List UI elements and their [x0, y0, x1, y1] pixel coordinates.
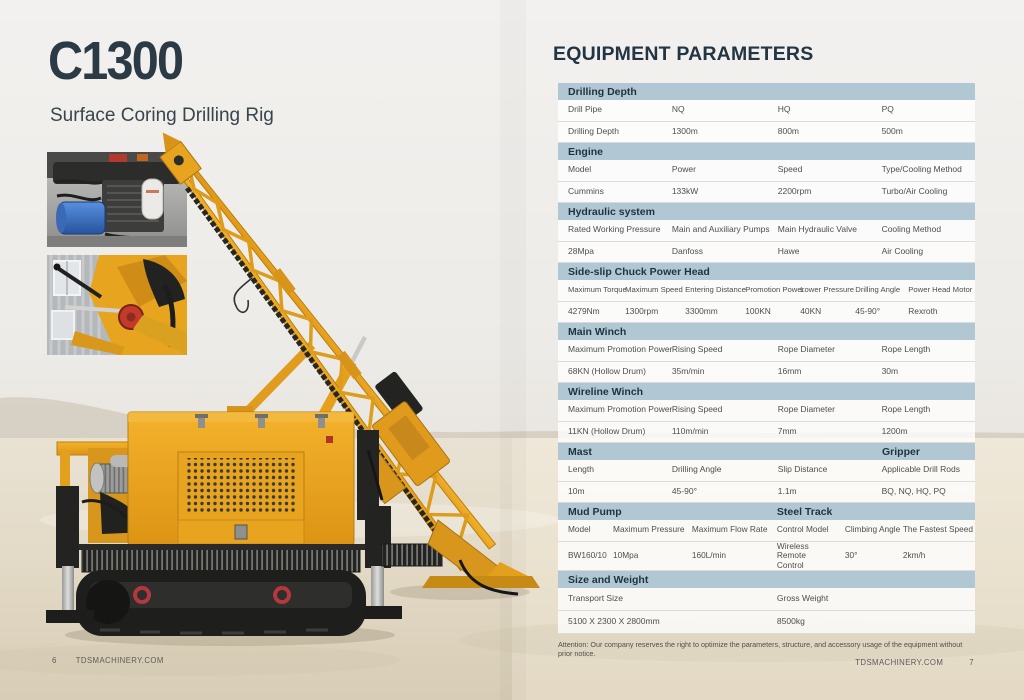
param-header-cell: The Fastest Speed	[902, 524, 973, 535]
param-header-row	[558, 400, 975, 422]
param-value-cell: 133kW	[671, 185, 699, 196]
param-value-cell: 8500kg	[776, 616, 805, 627]
param-value-cell: 1300m	[671, 125, 698, 136]
band-label: Size and Weight	[568, 573, 649, 586]
left-page-footer	[52, 656, 164, 665]
param-header-row	[558, 100, 975, 122]
section-band-side-slip-chuck-power-head	[558, 263, 975, 280]
param-value-cell: BW160/10	[568, 550, 607, 561]
param-value-row	[558, 611, 975, 634]
param-value-row	[558, 242, 975, 264]
param-header-cell: Power	[671, 164, 696, 175]
param-value-row	[558, 302, 975, 324]
rig-illustration	[30, 130, 540, 650]
band-label: Main Winch	[568, 325, 627, 338]
param-value-cell: Air Cooling	[881, 245, 924, 256]
param-header-cell: NQ	[671, 104, 685, 115]
param-value-cell: Hawe	[777, 245, 800, 256]
param-value-cell: 110m/min	[671, 425, 709, 436]
param-header-cell: Rope Diameter	[777, 404, 835, 415]
param-header-cell: Model	[568, 524, 591, 535]
param-value-cell: 30°	[844, 550, 858, 561]
product-subtitle: Surface Coring Drilling Rig	[50, 105, 274, 126]
param-header-cell: Applicable Drill Rods	[881, 464, 960, 475]
param-value-cell: BQ, NQ, HQ, PQ	[881, 485, 946, 496]
param-value-cell: 2km/h	[902, 550, 926, 561]
param-header-cell: Promotion Power	[745, 284, 805, 294]
right-page-footer	[855, 658, 974, 667]
section-band-drilling-depth	[558, 83, 975, 100]
section-band-engine	[558, 143, 975, 160]
param-value-row	[558, 362, 975, 384]
param-value-row	[558, 422, 975, 444]
param-value-row	[558, 482, 975, 504]
website-link: TDSMACHINERY.COM	[855, 658, 944, 667]
param-value-cell: 160L/min	[691, 550, 726, 561]
param-header-cell: Cooling Method	[881, 224, 942, 235]
param-value-cell: 100KN	[745, 305, 771, 316]
website-link: TDSMACHINERY.COM	[75, 656, 164, 665]
param-header-cell: Slip Distance	[777, 464, 828, 475]
param-header-cell: Drill Pipe	[568, 104, 603, 115]
param-value-cell: 11KN (Hollow Drum)	[568, 425, 646, 436]
param-header-cell: Main and Auxiliary Pumps	[671, 224, 770, 235]
band-label: Mast	[568, 445, 592, 458]
param-value-cell: 500m	[881, 125, 903, 136]
equipment-parameters-heading: EQUIPMENT PARAMETERS	[553, 43, 814, 65]
param-header-cell: Maximum Promotion Power	[568, 404, 673, 415]
param-value-cell: Danfoss	[671, 245, 704, 256]
param-value-row	[558, 542, 975, 572]
param-value-cell: 2200rpm	[777, 185, 812, 196]
param-value-cell: 3300mm	[685, 305, 718, 316]
param-value-cell: Wireless Remote Control	[776, 540, 809, 570]
param-header-cell: Maximum Speed	[625, 284, 683, 294]
param-value-cell: 10m	[568, 485, 585, 496]
param-header-cell: Drilling Angle	[855, 284, 901, 294]
param-header-row	[558, 520, 975, 542]
param-value-cell: 1200m	[881, 425, 908, 436]
param-header-cell: Drilling Angle	[671, 464, 722, 475]
param-value-cell: 45-90°	[855, 305, 881, 316]
param-header-cell: Rising Speed	[671, 404, 723, 415]
param-header-row	[558, 340, 975, 362]
param-value-cell: 1.1m	[777, 485, 797, 496]
param-value-cell: Rexroth	[908, 305, 938, 316]
param-value-cell: 800m	[777, 125, 799, 136]
param-value-cell: 30m	[881, 365, 899, 376]
param-header-row	[558, 280, 975, 302]
param-value-cell: 1300rpm	[625, 305, 659, 316]
param-header-cell: Length	[568, 464, 594, 475]
param-header-cell: Model	[568, 164, 592, 175]
param-value-cell: 5100 X 2300 X 2800mm	[568, 616, 660, 627]
param-header-row	[558, 460, 975, 482]
param-header-cell: Main Hydraulic Valve	[777, 224, 857, 235]
param-header-cell: Control Model	[776, 524, 829, 535]
section-band-wireline-winch	[558, 383, 975, 400]
param-header-cell: Entering Distance	[685, 284, 746, 294]
param-header-cell: Climbing Angle	[844, 524, 901, 535]
band-label: Engine	[568, 145, 604, 158]
param-value-cell: 45-90°	[671, 485, 697, 496]
param-header-cell: Rope Length	[881, 404, 931, 415]
band-label: Gripper	[882, 445, 920, 458]
page-number: 7	[969, 658, 974, 667]
param-header-row	[558, 220, 975, 242]
band-label: Hydraulic system	[568, 205, 655, 218]
param-header-cell: Maximum Pressure	[613, 524, 685, 535]
band-label: Side-slip Chuck Power Head	[568, 265, 710, 278]
param-header-cell: Rising Speed	[671, 344, 723, 355]
param-header-row	[558, 588, 975, 611]
band-label: Wireline Winch	[568, 385, 644, 398]
band-label: Mud Pump	[568, 505, 622, 518]
param-header-cell: PQ	[881, 104, 894, 115]
page-number: 6	[52, 656, 57, 665]
param-header-cell: Maximum Torque	[568, 284, 627, 294]
param-header-cell: Power Head Motor	[908, 284, 973, 294]
param-value-cell: Turbo/Air Cooling	[881, 185, 948, 196]
param-header-cell: Speed	[777, 164, 803, 175]
section-band-hydraulic-system	[558, 203, 975, 220]
param-value-cell: 10Mpa	[613, 550, 639, 561]
param-value-cell: Cummins	[568, 185, 604, 196]
param-value-cell: 7mm	[777, 425, 797, 436]
section-band-size-and-weight	[558, 571, 975, 588]
section-band-mast-gripper	[558, 443, 975, 460]
param-value-cell: 16mm	[777, 365, 802, 376]
param-header-cell: Maximum Promotion Power	[568, 344, 673, 355]
param-value-row	[558, 182, 975, 204]
band-label: Steel Track	[776, 505, 833, 518]
param-header-cell: Gross Weight	[776, 593, 829, 604]
param-value-cell: 4279Nm	[568, 305, 600, 316]
attention-note: Attention: Our company reserves the right to optimize the parameters, structure, and accessory usage of the equipment without prior notice.	[558, 640, 963, 658]
param-header-cell: Type/Cooling Method	[881, 164, 962, 175]
section-band-mud-pump-steel-track	[558, 503, 975, 520]
parameters-table	[558, 83, 975, 634]
param-header-row	[558, 160, 975, 182]
param-header-cell: HQ	[777, 104, 791, 115]
param-value-cell: Drilling Depth	[568, 125, 620, 136]
param-header-cell: Transport Size	[568, 593, 623, 604]
param-header-cell: Maximum Flow Rate	[691, 524, 768, 535]
param-value-cell: 68KN (Hollow Drum)	[568, 365, 646, 376]
param-header-cell: Rated Working Pressure	[568, 224, 661, 235]
param-header-cell: Rope Diameter	[777, 344, 835, 355]
param-header-cell: Rope Length	[881, 344, 931, 355]
band-label: Drilling Depth	[568, 85, 637, 98]
section-band-main-winch	[558, 323, 975, 340]
param-value-cell: 28Mpa	[568, 245, 594, 256]
param-value-row	[558, 122, 975, 144]
product-model: C1300	[48, 31, 183, 91]
param-value-cell: 40KN	[800, 305, 822, 316]
param-value-cell: 35m/min	[671, 365, 705, 376]
param-header-cell: Lower Pressure	[800, 284, 855, 294]
